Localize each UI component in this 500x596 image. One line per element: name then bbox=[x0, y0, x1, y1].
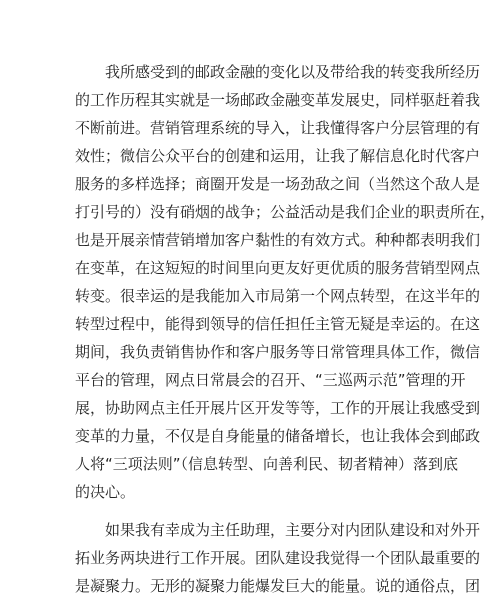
paragraph-1-line-15: 人将“三项法则”（信息转型、向善利民、韧者精神）落到底 bbox=[75, 455, 459, 473]
paragraph-1-line-16: 的决心。 bbox=[75, 483, 136, 501]
paragraph-1-line-11: 期间，我负责销售协作和客户服务等日常管理具体工作，微信 bbox=[75, 343, 481, 361]
paragraph-2-line-3: 是凝聚力。无形的凝聚力能爆发巨大的能量。说的通俗点，团 bbox=[75, 577, 481, 595]
paragraph-1-line-13: 展，协助网点主任开展片区开发等等，工作的开展让我感受到 bbox=[75, 399, 481, 417]
paragraph-2-line-1: 如果我有幸成为主任助理，主要分对内团队建设和对外开 bbox=[105, 521, 481, 539]
paragraph-1-line-9: 转变。很幸运的是我能加入市局第一个网点转型，在这半年的 bbox=[75, 287, 481, 305]
paragraph-1-line-6: 打引号的）没有硝烟的战争；公益活动是我们企业的职责所在， bbox=[75, 203, 496, 221]
paragraph-2-line-2: 拓业务两块进行工作开展。团队建设我觉得一个团队最重要的 bbox=[75, 549, 481, 567]
paragraph-1-line-1: 我所感受到的邮政金融的变化以及带给我的转变我所经历 bbox=[105, 63, 481, 81]
paragraph-1-line-3: 不断前进。营销管理系统的导入，让我懂得客户分层管理的有 bbox=[75, 119, 481, 137]
paragraph-1-line-7: 也是开展亲情营销增加客户黏性的有效方式。种种都表明我们 bbox=[75, 231, 481, 249]
paragraph-1-line-2: 的工作历程其实就是一场邮政金融变革发展史，同样驱赶着我 bbox=[75, 91, 481, 109]
paragraph-1-line-12: 平台的管理，网点日常晨会的召开、“三巡两示范”管理的开 bbox=[75, 371, 466, 389]
paragraph-1-line-5: 服务的多样选择；商圈开发是一场劲敌之间（当然这个敌人是 bbox=[75, 175, 481, 193]
paragraph-1-line-10: 转型过程中，能得到领导的信任担任主管无疑是幸运的。在这 bbox=[75, 315, 481, 333]
paragraph-1-line-8: 在变革，在这短短的时间里向更友好更优质的服务营销型网点 bbox=[75, 259, 481, 277]
paragraph-1-line-4: 效性；微信公众平台的创建和运用，让我了解信息化时代客户 bbox=[75, 147, 481, 165]
paragraph-1-line-14: 变革的力量，不仅是自身能量的储备增长，也让我体会到邮政 bbox=[75, 427, 481, 445]
